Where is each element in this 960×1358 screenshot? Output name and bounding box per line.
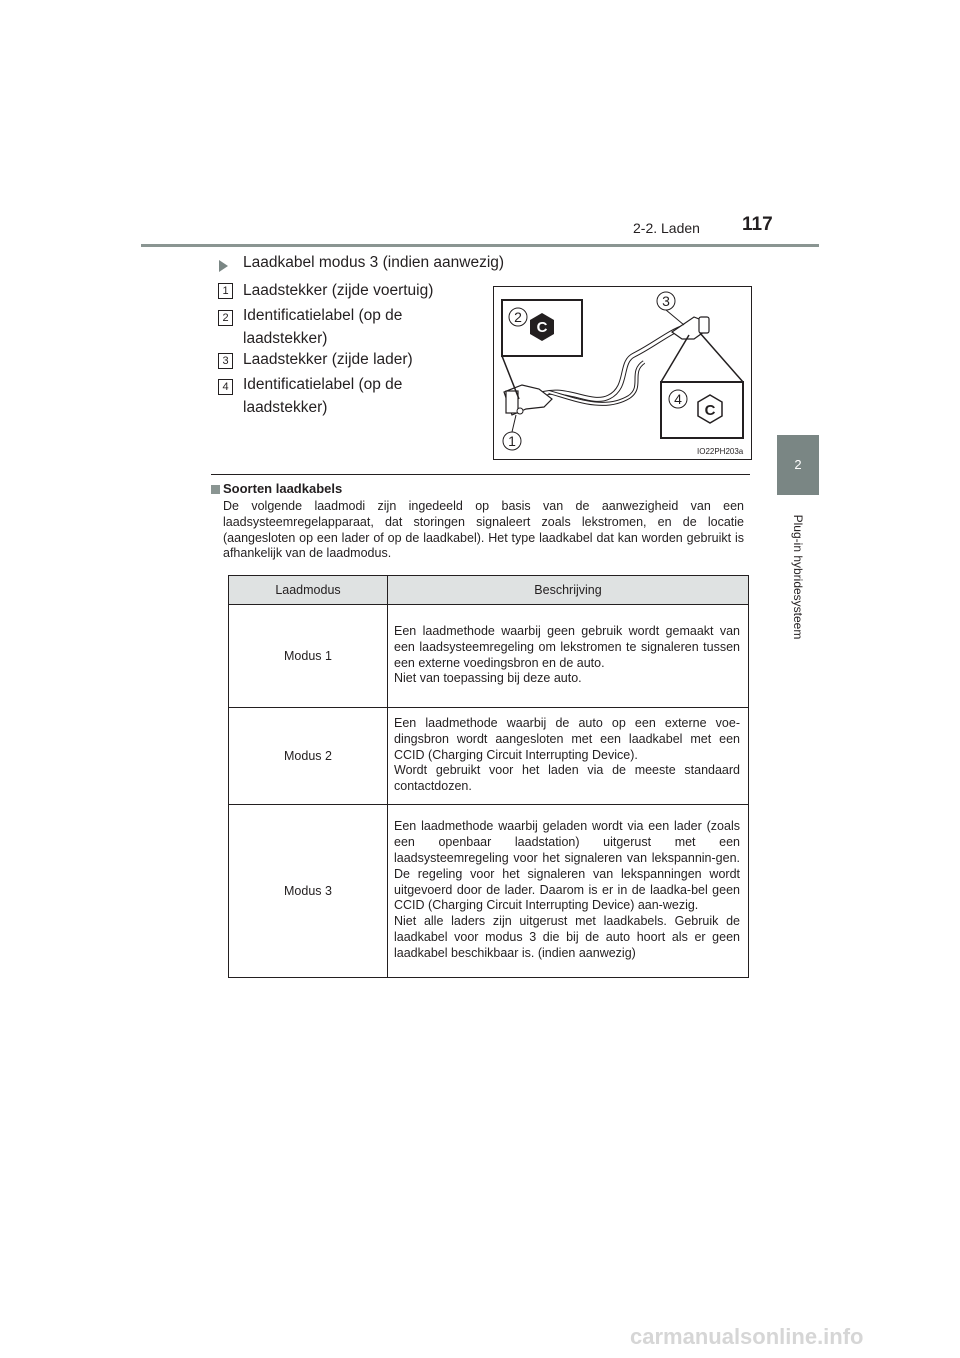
- watermark: carmanualsonline.info: [630, 1324, 864, 1349]
- page-number: 117: [742, 214, 773, 235]
- section-rule: [211, 474, 750, 475]
- description-note: Niet alle laders zijn uitgerust met laadkabels. Gebruik de laadkabel voor modus 3 die bij de auto hoort als er geen laadkabel beschikbaar is. (indien aanwezig): [394, 914, 740, 960]
- table-row: [229, 708, 749, 805]
- list-number-2: 2: [218, 310, 233, 326]
- list-item-text: Laadstekker (zijde voertuig): [243, 282, 434, 299]
- section-title: Soorten laadkabels: [223, 481, 343, 496]
- running-header-section: 2-2. Laden: [633, 220, 700, 236]
- description-note: Niet van toepassing bij deze auto.: [394, 671, 582, 686]
- cable-drawing: [494, 287, 751, 459]
- table-header-row: [229, 576, 749, 605]
- description-text: Een laadmethode waarbij de auto op een externe voe-dingsbron wordt aangesloten met een laadkabel met een CCID (Charging Circuit Interrupting Device).: [394, 716, 740, 762]
- mode-cell: Modus 3: [229, 804, 388, 977]
- section-square-icon: [211, 485, 220, 494]
- callout-2: 2: [514, 309, 522, 325]
- description-cell: [388, 804, 749, 977]
- badge-c-bottom: C: [704, 402, 716, 419]
- list-number-3: 3: [218, 353, 233, 369]
- subheading-arrow-icon: [219, 260, 228, 272]
- description-text: Een laadmethode waarbij geen gebruik wordt gemaakt van een laadsysteemregeling om lekstromen te signaleren tussen een externe voedingsbron en de auto.: [394, 623, 740, 670]
- description-text: Een laadmethode waarbij geladen wordt via een lader (zoals een openbaar laadstation) uitgerust met een laadsysteemregeling voor het signaleren van lekspannin-gen. De regeling voor het signaleren van lekspanningen wordt uitgevoerd door de lader. Daarom is er in de laadka-bel geen CCID (Charging Circuit Interrupting Device) aan-wezig.: [394, 819, 740, 913]
- chapter-tab: 2: [777, 435, 819, 495]
- list-number-4: 4: [218, 379, 233, 395]
- header-rule: [141, 244, 819, 247]
- list-item-text: Laadstekker (zijde lader): [243, 351, 413, 368]
- callout-3: 3: [662, 293, 670, 309]
- column-header-mode: Laadmodus: [229, 576, 388, 605]
- table-row: [229, 804, 749, 977]
- mode-cell: Modus 2: [229, 708, 388, 805]
- callout-4: 4: [674, 391, 682, 407]
- list-item-text: Identificatielabel (op de laadstekker): [243, 307, 403, 347]
- callout-1: 1: [508, 433, 516, 449]
- mode-cell: Modus 1: [229, 605, 388, 708]
- charging-modes-table: [228, 575, 749, 978]
- description-note: Wordt gebruikt voor het laden via de meeste standaard contactdozen.: [394, 763, 740, 794]
- description-cell: [388, 605, 749, 708]
- figure-code: IO22PH203a: [697, 447, 744, 456]
- column-header-description: Beschrijving: [388, 576, 749, 605]
- charging-cable-illustration: [493, 286, 752, 460]
- list-item-text: Identificatielabel (op de laadstekker): [243, 376, 403, 416]
- section-body: De volgende laadmodi zijn ingedeeld op basis van de aanwezigheid van een laadsysteemregelapparaat, dat storingen signaleert zoals lekstromen, en de locatie (aangesloten op een lader of op de laadkabel). Het type laadkabel dat kan worden gebruikt is afhankelijk van de laadmodus.: [223, 499, 744, 561]
- subheading: Laadkabel modus 3 (indien aanwezig): [243, 254, 505, 271]
- table-row: [229, 605, 749, 708]
- chapter-side-label-text: Plug-in hybridesysteem: [791, 514, 805, 640]
- description-cell: [388, 708, 749, 805]
- badge-c-top: C: [536, 319, 548, 336]
- chapter-side-label: [770, 502, 826, 652]
- list-number-1: 1: [218, 283, 233, 299]
